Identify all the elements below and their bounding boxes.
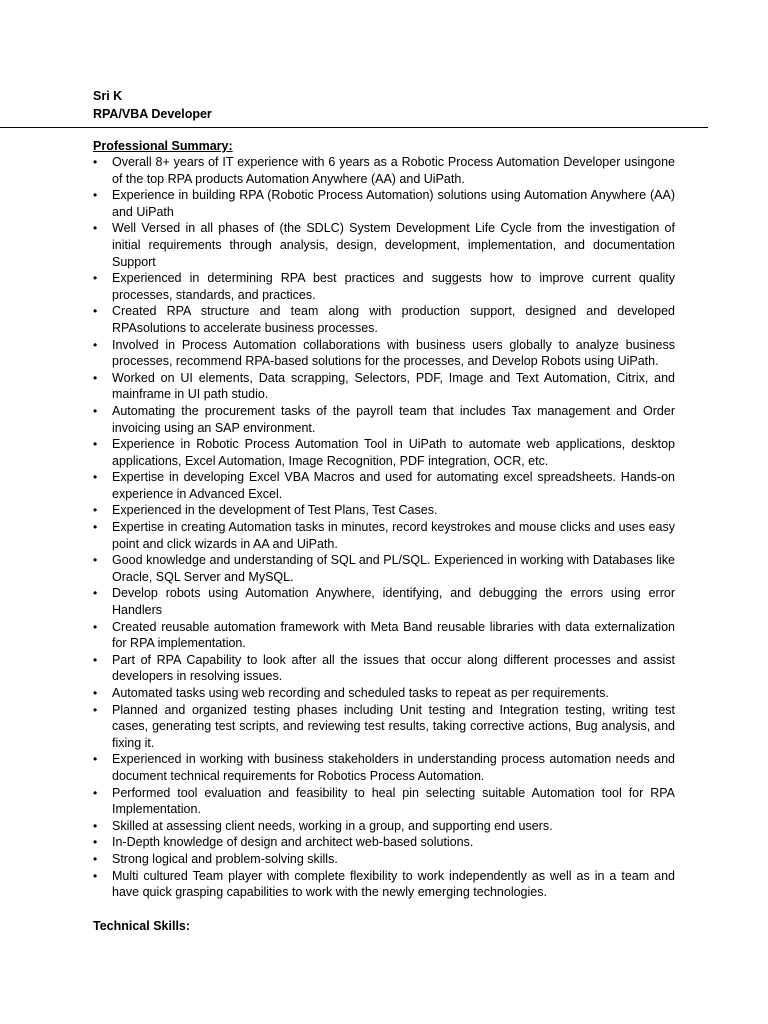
bullet-icon: •: [93, 835, 98, 850]
summary-item-text: Multi cultured Team player with complete flexibility to work independently as well as in a team and have quick grasping capabilities to work with the newly emerging technologies.: [112, 868, 675, 900]
bullet-icon: •: [93, 686, 98, 700]
bullet-icon: •: [93, 271, 98, 286]
summary-item: [93, 751, 675, 784]
summary-item: [93, 187, 675, 220]
summary-item: [93, 585, 675, 618]
summary-item: [93, 436, 675, 469]
candidate-role: RPA/VBA Developer: [93, 107, 212, 121]
bullet-icon: •: [93, 553, 98, 568]
bullet-icon: •: [93, 221, 98, 236]
bullet-icon: •: [93, 868, 98, 883]
summary-item-text: Created reusable automation framework with Meta Band reusable libraries with data externalization for RPA implementation.: [112, 619, 675, 651]
summary-item: [93, 220, 675, 270]
summary-item: [93, 818, 675, 835]
summary-item: [93, 519, 675, 552]
candidate-name: Sri K: [93, 89, 123, 103]
summary-item-text: Experienced in determining RPA best practices and suggests how to improve current quality processes, standards, and practices.: [112, 271, 675, 302]
summary-item-text: Experienced in working with business stakeholders in understanding process automation needs and document technical requirements for Robotics Process Automation.: [112, 752, 675, 783]
bullet-icon: •: [93, 586, 98, 601]
summary-item-text: Skilled at assessing client needs, working in a group, and supporting end users.: [112, 818, 553, 833]
summary-item: [93, 552, 675, 585]
bullet-icon: •: [93, 155, 98, 169]
summary-item: [93, 702, 675, 752]
summary-item: [93, 337, 675, 370]
summary-item-text: Expertise in developing Excel VBA Macros and used for automating excel spreadsheets. Hands-on experience in Advanced Excel.: [112, 470, 675, 501]
summary-item-text: Part of RPA Capability to look after all the issues that occur along different processes and assist developers in resolving issues.: [112, 652, 675, 684]
bullet-icon: •: [93, 752, 98, 767]
summary-item-text: Develop robots using Automation Anywhere, identifying, and debugging the errors using error Handlers: [112, 586, 675, 618]
bullet-icon: •: [93, 702, 98, 717]
summary-item: [93, 154, 675, 187]
summary-item: [93, 851, 675, 868]
summary-item: [93, 619, 675, 652]
summary-item: [93, 469, 675, 502]
bullet-icon: •: [93, 188, 98, 203]
bullet-icon: •: [93, 619, 98, 634]
summary-item-text: Involved in Process Automation collaborations with business users globally to analyze business processes, recommend RPA-based solutions for the processes, and Develop Robots using UiPath.: [112, 337, 675, 369]
summary-item-text: Automating the procurement tasks of the payroll team that includes Tax management and Order invoicing using an SAP environment.: [112, 403, 675, 435]
bullet-icon: •: [93, 403, 98, 418]
summary-item: [93, 370, 675, 403]
bullet-icon: •: [93, 304, 98, 319]
technical-skills-heading: Technical Skills:: [93, 919, 191, 933]
bullet-icon: •: [93, 851, 98, 866]
bullet-icon: •: [93, 785, 98, 800]
summary-item: [93, 652, 675, 685]
bullet-icon: •: [93, 337, 98, 352]
summary-item-text: Overall 8+ years of IT experience with 6 years as a Robotic Process Automation Developer usingone of the top RPA products Automation Anywhere (AA) and UiPath.: [112, 155, 675, 186]
summary-item-text: Good knowledge and understanding of SQL and PL/SQL. Experienced in working with Databases like Oracle, SQL Server and MySQL.: [112, 553, 675, 584]
professional-summary-heading: Professional Summary:: [93, 139, 233, 153]
summary-item: [93, 834, 675, 851]
summary-item-text: Strong logical and problem-solving skills.: [112, 851, 338, 866]
summary-item: [93, 685, 675, 702]
summary-item-text: Experience in Robotic Process Automation Tool in UiPath to automate web applications, desktop applications, Excel Automation, Image Recognition, PDF integration, OCR, etc.: [112, 437, 675, 468]
bullet-icon: •: [93, 370, 98, 385]
professional-summary-list: [93, 154, 675, 901]
bullet-icon: •: [93, 503, 98, 518]
summary-item: [93, 403, 675, 436]
summary-item: [93, 502, 675, 519]
summary-item-text: Expertise in creating Automation tasks in minutes, record keystrokes and mouse clicks and uses easy point and click wizards in AA and UiPath.: [112, 520, 675, 551]
summary-item: [93, 868, 675, 901]
summary-item-text: Worked on UI elements, Data scrapping, Selectors, PDF, Image and Text Automation, Citrix, and mainframe in UI path studio.: [112, 370, 675, 402]
bullet-icon: •: [93, 652, 98, 667]
summary-item-text: Automated tasks using web recording and scheduled tasks to repeat as per requirements.: [112, 686, 609, 700]
bullet-icon: •: [93, 520, 98, 535]
bullet-icon: •: [93, 470, 98, 485]
summary-item-text: Created RPA structure and team along with production support, designed and developed RPAsolutions to accelerate business processes.: [112, 304, 675, 335]
bullet-icon: •: [93, 437, 98, 452]
summary-item: [93, 785, 675, 818]
summary-item-text: Well Versed in all phases of (the SDLC) System Development Life Cycle from the investigation of initial requirements through analysis, design, development, implementation, and documentation Support: [112, 221, 675, 269]
summary-item: [93, 270, 675, 303]
summary-item: [93, 303, 675, 336]
summary-item-text: Planned and organized testing phases including Unit testing and Integration testing, writing test cases, generating test scripts, and reviewing test results, taking corrective actions, Bug analysis, and fixing it.: [112, 702, 675, 750]
header-divider: [0, 127, 708, 128]
summary-item-text: In-Depth knowledge of design and architect web-based solutions.: [112, 835, 474, 850]
summary-item-text: Performed tool evaluation and feasibility to heal pin selecting suitable Automation tool for RPA Implementation.: [112, 785, 675, 817]
summary-item-text: Experience in building RPA (Robotic Process Automation) solutions using Automation Anywhere (AA) and UiPath: [112, 188, 675, 219]
summary-item-text: Experienced in the development of Test Plans, Test Cases.: [112, 503, 438, 518]
bullet-icon: •: [93, 818, 98, 833]
